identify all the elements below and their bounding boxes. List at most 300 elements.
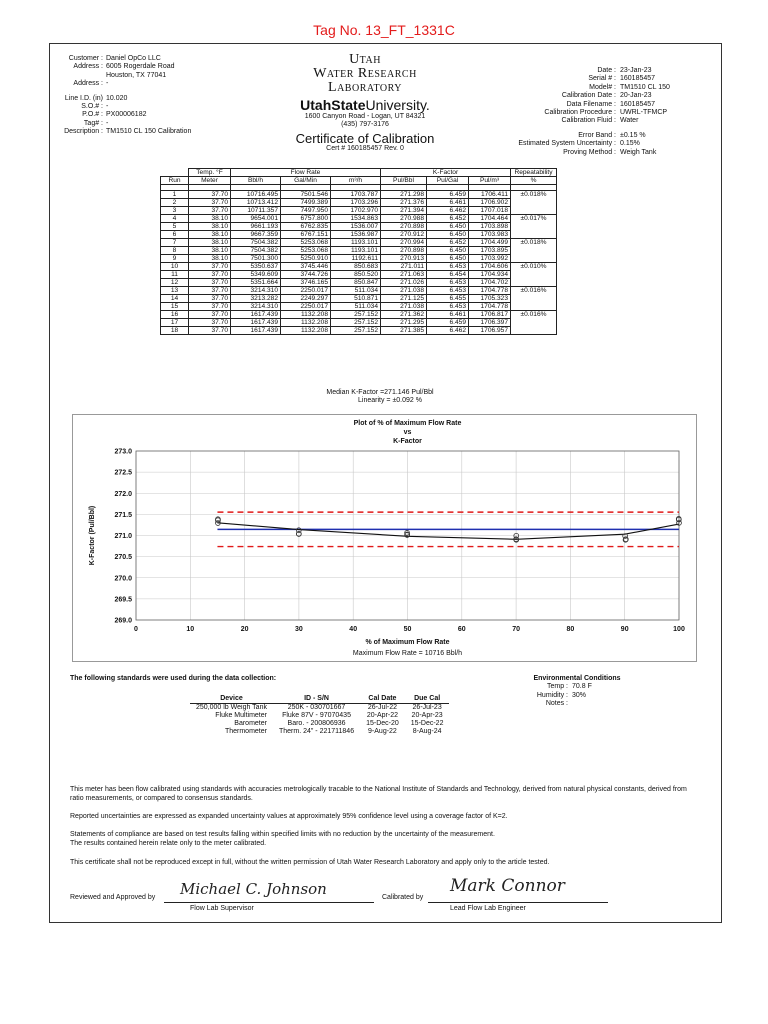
- lab-header: [270, 53, 460, 153]
- meter-field-value: 20-Jan-23: [620, 92, 652, 100]
- customer-field-value: -: [106, 103, 109, 111]
- customer-field-row: [60, 120, 191, 128]
- table-cell: 850.520: [331, 271, 381, 279]
- x-tick-label: 40: [349, 626, 358, 633]
- x-tick-label: 0: [134, 626, 138, 633]
- table-cell: 8: [161, 247, 189, 255]
- table-cell: 37.70: [189, 191, 231, 199]
- standards-cell: 250,000 lb Weigh Tank: [196, 704, 267, 711]
- table-cell: 5253.068: [281, 239, 331, 247]
- y-axis-label: K-Factor (Pul/Bbl): [89, 505, 96, 566]
- table-cell: 6.452: [427, 239, 469, 247]
- table-cell: 1702.970: [331, 207, 381, 215]
- table-cell: 7501.300: [231, 255, 281, 263]
- uncertainty-statement: Reported uncertainties are expressed as expanded uncertainty values at approximately 95% confidence level using a coverage factor of K=2.: [70, 813, 508, 820]
- standards-cell: 8-Aug-24: [412, 728, 442, 735]
- table-cell: 37.70: [189, 295, 231, 303]
- reviewed-title: Flow Lab Supervisor: [190, 905, 254, 912]
- table-cell: 1617.439: [231, 327, 281, 335]
- table-cell: 6762.835: [281, 223, 331, 231]
- table-cell: 510.871: [331, 295, 381, 303]
- meter-field-value: 160185457: [620, 100, 656, 108]
- meter-field-label: Serial # :: [588, 75, 616, 83]
- table-cell: 270.913: [381, 255, 427, 263]
- table-cell: 271.298: [381, 191, 427, 199]
- table-row: [161, 247, 557, 255]
- table-cell: 3213.282: [231, 295, 281, 303]
- chart-title-vs: vs: [403, 429, 412, 436]
- university-logo: [270, 97, 460, 113]
- table-cell: 1536.987: [331, 231, 381, 239]
- table-cell: 5349.609: [231, 271, 281, 279]
- standards-cell: Fluke 87V - 97070435: [282, 712, 351, 719]
- y-tick-label: 273.0: [114, 448, 132, 456]
- customer-field-label: Customer :: [68, 55, 103, 62]
- blank-header: [161, 169, 189, 177]
- col-run: Run: [161, 177, 189, 185]
- table-cell: 2: [161, 199, 189, 207]
- table-cell: 10713.412: [231, 199, 281, 207]
- table-cell: 271.063: [381, 271, 427, 279]
- table-cell: 271.295: [381, 319, 427, 327]
- table-cell: 5250.910: [281, 255, 331, 263]
- table-cell: 6.454: [427, 271, 469, 279]
- y-tick-label: 271.5: [114, 511, 132, 519]
- usu-normal: University.: [365, 97, 430, 113]
- repeatability-cell: ±0.017%: [511, 215, 557, 239]
- table-cell: 270.898: [381, 223, 427, 231]
- table-cell: 9661.193: [231, 223, 281, 231]
- temp-value: 70.8 F: [572, 683, 592, 691]
- table-cell: 6.455: [427, 295, 469, 303]
- customer-field-value: 10.020: [106, 94, 128, 102]
- lab-name-line1: Utah: [349, 52, 381, 67]
- table-cell: 38.10: [189, 239, 231, 247]
- x-tick-label: 90: [620, 626, 629, 633]
- customer-field-row: [60, 95, 191, 103]
- col-repeat-pct: %: [511, 177, 557, 185]
- flow-rate-group-header: Flow Rate: [231, 169, 381, 177]
- table-cell: 11: [161, 271, 189, 279]
- meter-field-value: 160185457: [620, 75, 656, 83]
- certificate-title: Certificate of Calibration: [295, 130, 435, 146]
- table-row: [161, 319, 557, 327]
- chart-title: Plot of % of Maximum Flow Rate: [353, 420, 462, 427]
- customer-field-value: -: [106, 119, 109, 127]
- col-pul-gal: Pul/Gal: [427, 177, 469, 185]
- table-cell: 7501.546: [281, 191, 331, 199]
- table-row: [161, 207, 557, 215]
- table-cell: 271.362: [381, 311, 427, 319]
- table-cell: 18: [161, 327, 189, 335]
- table-cell: 6.462: [427, 327, 469, 335]
- humidity-value: 30%: [572, 691, 587, 699]
- meter-field-value: TM1510 CL 150: [620, 83, 670, 91]
- table-cell: 2249.297: [281, 295, 331, 303]
- table-row: [161, 191, 557, 199]
- table-row: [161, 271, 557, 279]
- temp-label: Temp :: [546, 683, 568, 691]
- x-tick-label: 10: [186, 626, 195, 633]
- table-cell: 1706.817: [469, 311, 511, 319]
- table-cell: 15: [161, 303, 189, 311]
- repeatability-cell: ±0.018%: [511, 191, 557, 215]
- table-row: [161, 223, 557, 231]
- table-cell: 1703.983: [469, 231, 511, 239]
- calibrated-title: Lead Flow Lab Engineer: [450, 905, 526, 912]
- table-cell: 6757.800: [281, 215, 331, 223]
- table-cell: 9: [161, 255, 189, 263]
- table-cell: 1: [161, 191, 189, 199]
- standards-header: Cal Date: [360, 694, 405, 704]
- table-cell: 1706.411: [469, 191, 511, 199]
- table-row: [161, 263, 557, 271]
- meter-field-row: [510, 92, 670, 100]
- meter-field-label: Calibration Procedure :: [544, 109, 616, 117]
- kfactor-chart: [72, 414, 697, 662]
- table-cell: 270.988: [381, 215, 427, 223]
- table-row: [161, 215, 557, 223]
- table-cell: 1705.323: [469, 295, 511, 303]
- table-cell: 1706.397: [469, 319, 511, 327]
- table-cell: 6.450: [427, 231, 469, 239]
- customer-field-value: Houston, TX 77041: [106, 71, 167, 79]
- table-cell: 7504.382: [231, 239, 281, 247]
- customer-field-row: [60, 111, 191, 119]
- standards-table: [190, 694, 449, 736]
- table-cell: 5253.068: [281, 247, 331, 255]
- table-cell: 5: [161, 223, 189, 231]
- table-cell: 3745.446: [281, 263, 331, 271]
- meter-field-row: [510, 84, 670, 92]
- calibrated-signature-line: [428, 902, 608, 903]
- table-cell: 1706.902: [469, 199, 511, 207]
- x-tick-label: 100: [673, 626, 685, 633]
- table-cell: 271.125: [381, 295, 427, 303]
- table-row: [161, 295, 557, 303]
- reviewed-signature-line: [164, 902, 374, 903]
- standards-row: [190, 704, 449, 713]
- standards-cell: 20-Apr-23: [411, 712, 443, 719]
- customer-field-label: Tag# :: [83, 119, 103, 127]
- table-cell: 38.10: [189, 215, 231, 223]
- table-cell: 16: [161, 311, 189, 319]
- lab-name-line2: Water Research: [313, 66, 417, 81]
- table-row: [161, 287, 557, 295]
- usu-bold: UtahState: [300, 97, 366, 113]
- table-cell: 1707.018: [469, 207, 511, 215]
- standards-cell: 15-Dec-20: [366, 720, 399, 727]
- standards-row: [190, 728, 449, 736]
- env-title: Environmental Conditions: [533, 675, 621, 682]
- meter-field-row: [510, 140, 670, 148]
- standards-cell: Barometer: [234, 720, 267, 727]
- table-cell: 1132.208: [281, 327, 331, 335]
- customer-field-row: [60, 80, 191, 88]
- standards-cell: 20-Apr-22: [366, 712, 398, 719]
- table-cell: 5351.664: [231, 279, 281, 287]
- meter-field-value: Weigh Tank: [620, 148, 657, 156]
- y-tick-label: 269.0: [114, 617, 132, 625]
- customer-field-label: Line I.D. (in): [64, 94, 103, 102]
- col-gal-min: Gal/Min: [281, 177, 331, 185]
- table-cell: 1617.439: [231, 319, 281, 327]
- reviewed-label: Reviewed and Approved by: [70, 894, 156, 901]
- col-m3-h: m³/h: [331, 177, 381, 185]
- linearity: Linearity = ±0.092 %: [358, 397, 422, 405]
- table-row: [161, 239, 557, 247]
- compliance-statement: Statements of compliance are based on test results falling within specified limits with no reduction by the uncertainty of the measurement.: [70, 831, 495, 838]
- temp-group-header: Temp. °F: [189, 169, 231, 177]
- cert-number: Cert # 160185457 Rev. 0: [326, 144, 404, 152]
- customer-field-value: 6005 Rogerdale Road: [106, 63, 175, 71]
- customer-field-row: [60, 103, 191, 111]
- table-cell: 6.453: [427, 279, 469, 287]
- meter-field-row: [510, 75, 670, 83]
- standards-header: ID - S/N: [273, 694, 360, 704]
- standards-row: [190, 720, 449, 728]
- table-cell: 1704.702: [469, 279, 511, 287]
- meter-field-row: [510, 109, 670, 117]
- standards-cell: Therm. 24" - 221711846: [278, 728, 355, 735]
- table-cell: 1132.208: [281, 319, 331, 327]
- customer-field-label: Address :: [73, 80, 103, 88]
- table-row: [161, 199, 557, 207]
- meter-field-label: Error Band :: [578, 131, 616, 139]
- y-tick-label: 269.5: [114, 596, 132, 604]
- standards-cell: 26-Jul-22: [367, 704, 398, 711]
- standards-row: [190, 712, 449, 720]
- table-cell: 14: [161, 295, 189, 303]
- table-cell: 3214.310: [231, 303, 281, 311]
- standards-cell: Thermometer: [224, 728, 267, 735]
- table-cell: 271.026: [381, 279, 427, 287]
- table-cell: 6.453: [427, 287, 469, 295]
- meter-field-value: 0.15%: [620, 140, 640, 148]
- x-axis-sublabel: Maximum Flow Rate = 10716 Bbl/h: [352, 650, 463, 657]
- table-cell: 6767.151: [281, 231, 331, 239]
- table-cell: 6.453: [427, 263, 469, 271]
- table-cell: 37.70: [189, 287, 231, 295]
- table-cell: 6.461: [427, 199, 469, 207]
- summary: [326, 389, 450, 406]
- standards-cell: Fluke Multimeter: [215, 712, 267, 719]
- meter-field-label: Calibration Fluid :: [561, 117, 616, 125]
- table-cell: 38.10: [189, 255, 231, 263]
- table-cell: 9654.001: [231, 215, 281, 223]
- table-cell: 37.70: [189, 311, 231, 319]
- table-cell: 257.152: [331, 327, 381, 335]
- table-cell: 6: [161, 231, 189, 239]
- table-cell: 37.70: [189, 263, 231, 271]
- customer-field-label: Description :: [64, 128, 103, 136]
- meter-field-value: UWRL-TFMCP: [620, 109, 668, 117]
- y-tick-label: 271.0: [114, 533, 132, 540]
- reviewed-signature: Michael C. Johnson: [180, 880, 327, 898]
- meter-field-row: [510, 67, 670, 75]
- calibrated-signature: Mark Connor: [450, 876, 565, 896]
- customer-field-label: S.O.# :: [81, 103, 103, 111]
- table-cell: 3: [161, 207, 189, 215]
- customer-field-row: [60, 55, 191, 63]
- table-cell: 850.683: [331, 263, 381, 271]
- repeatability-cell: ±0.010%: [511, 263, 557, 287]
- standards-header: Device: [190, 694, 273, 704]
- table-cell: 4: [161, 215, 189, 223]
- tag-number: Tag No. 13_FT_1331C: [313, 22, 455, 38]
- table-cell: 271.038: [381, 303, 427, 311]
- table-cell: 3746.165: [281, 279, 331, 287]
- table-cell: 1536.007: [331, 223, 381, 231]
- customer-field-value: PX00006182: [106, 111, 147, 119]
- table-cell: 7497.950: [281, 207, 331, 215]
- fit-curve: [217, 523, 679, 540]
- table-cell: 1703.296: [331, 199, 381, 207]
- customer-field-label: P.O.# :: [82, 111, 103, 119]
- table-cell: 271.038: [381, 287, 427, 295]
- table-cell: 257.152: [331, 311, 381, 319]
- table-cell: 6.450: [427, 247, 469, 255]
- meter-field-label: Calibration Date :: [561, 92, 616, 100]
- repeatability-cell: ±0.018%: [511, 239, 557, 263]
- customer-field-row: [60, 63, 191, 71]
- meter-field-value: 23-Jan-23: [620, 67, 652, 74]
- meter-info: [510, 67, 670, 157]
- meter-field-value: ±0.15 %: [620, 131, 646, 139]
- table-cell: 1704.778: [469, 287, 511, 295]
- repeatability-cell: ±0.016%: [511, 287, 557, 311]
- y-tick-label: 270.5: [114, 554, 132, 562]
- table-cell: 6.462: [427, 207, 469, 215]
- table-cell: 850.847: [331, 279, 381, 287]
- lab-name-line3: Laboratory: [328, 80, 402, 95]
- customer-field-row: [60, 128, 191, 136]
- standards-cell: 26-Jul-23: [412, 704, 442, 711]
- table-cell: 1704.499: [469, 239, 511, 247]
- environment: [527, 675, 627, 709]
- table-cell: 37.70: [189, 207, 231, 215]
- notes-label: Notes :: [545, 700, 568, 708]
- meter-field-row: [510, 149, 670, 157]
- table-cell: 1703.787: [331, 191, 381, 199]
- table-cell: 13: [161, 287, 189, 295]
- traceability-statement: This meter has been flow calibrated using standards with accuracies metrologically tracable to the National Institute of Standards and Technology, derived from natural physical constants, derived from ratio measurements, or compared to consensus standards.: [70, 786, 687, 802]
- table-cell: 1704.606: [469, 263, 511, 271]
- table-cell: 10: [161, 263, 189, 271]
- table-cell: 37.70: [189, 271, 231, 279]
- table-row: [161, 279, 557, 287]
- table-cell: 38.10: [189, 231, 231, 239]
- lab-address: 1600 Canyon Road - Logan, UT 84321: [304, 113, 426, 120]
- table-cell: 10716.495: [231, 191, 281, 199]
- y-tick-label: 270.0: [114, 575, 132, 583]
- meter-field-label: Estimated System Uncertainty :: [518, 140, 616, 148]
- table-cell: 37.70: [189, 319, 231, 327]
- table-cell: 7499.389: [281, 199, 331, 207]
- customer-info: [60, 55, 191, 137]
- table-cell: 1192.611: [331, 255, 381, 263]
- customer-field-row: [60, 72, 191, 80]
- table-cell: 1132.208: [281, 311, 331, 319]
- table-cell: 511.034: [331, 303, 381, 311]
- table-cell: 2250.017: [281, 287, 331, 295]
- meter-field-row: [510, 132, 670, 140]
- reproduction-statement: This certificate shall not be reproduced except in full, without the written permission of Utah Water Research Laboratory and apply only to the article tested.: [70, 859, 550, 866]
- col-pul-bbl: Pul/Bbl: [381, 177, 427, 185]
- meter-field-label: Model# :: [589, 83, 616, 91]
- meter-field-row: [510, 117, 670, 125]
- table-cell: 3214.310: [231, 287, 281, 295]
- col-pul-m3: Pul/m³: [469, 177, 511, 185]
- table-cell: 6.459: [427, 319, 469, 327]
- table-cell: 6.450: [427, 223, 469, 231]
- standards-title: The following standards were used during the data collection:: [70, 675, 277, 682]
- table-cell: 37.70: [189, 199, 231, 207]
- table-cell: 6.452: [427, 215, 469, 223]
- x-tick-label: 30: [295, 626, 303, 633]
- table-cell: 270.912: [381, 231, 427, 239]
- table-cell: 12: [161, 279, 189, 287]
- table-cell: 1703.898: [469, 223, 511, 231]
- table-cell: 1704.778: [469, 303, 511, 311]
- table-row: [161, 327, 557, 335]
- meter-field-value: Water: [620, 117, 639, 125]
- table-row: [161, 255, 557, 263]
- customer-field-value: Daniel OpCo LLC: [106, 55, 161, 62]
- repeatability-cell: ±0.016%: [511, 311, 557, 335]
- standards-header: Due Cal: [405, 694, 450, 704]
- table-cell: 1534.863: [331, 215, 381, 223]
- table-cell: 1704.934: [469, 271, 511, 279]
- table-cell: 257.152: [331, 319, 381, 327]
- table-cell: 270.994: [381, 239, 427, 247]
- table-cell: 511.034: [331, 287, 381, 295]
- table-cell: 7504.382: [231, 247, 281, 255]
- meter-field-label: Data Filename :: [566, 100, 616, 108]
- table-cell: 1193.101: [331, 247, 381, 255]
- customer-field-value: -: [106, 80, 109, 88]
- meter-field-row: [510, 101, 670, 109]
- col-meter: Meter: [189, 177, 231, 185]
- table-cell: 6.459: [427, 191, 469, 199]
- table-row: [161, 231, 557, 239]
- x-tick-label: 80: [566, 626, 575, 633]
- lab-phone: (435) 797-3176: [341, 121, 389, 129]
- median-kfactor: Median K-Factor =271.146 Pul/Bbl: [326, 389, 434, 396]
- standards-cell: Baro. - 200806936: [287, 720, 346, 727]
- table-row: [161, 303, 557, 311]
- repeatability-group-header: Repeatability: [511, 169, 557, 177]
- table-cell: 1704.464: [469, 215, 511, 223]
- x-tick-label: 70: [512, 626, 520, 633]
- standards-cell: 9-Aug-22: [368, 728, 397, 735]
- table-row: [161, 311, 557, 319]
- table-cell: 7: [161, 239, 189, 247]
- table-cell: 38.10: [189, 223, 231, 231]
- standards-cell: 15-Dec-22: [410, 720, 444, 727]
- table-cell: 271.376: [381, 199, 427, 207]
- y-tick-label: 272.0: [114, 490, 132, 498]
- table-cell: 6.453: [427, 303, 469, 311]
- table-cell: 2250.017: [281, 303, 331, 311]
- humidity-label: Humidity :: [536, 691, 568, 699]
- table-cell: 271.385: [381, 327, 427, 335]
- table-cell: 6.461: [427, 311, 469, 319]
- table-cell: 37.70: [189, 303, 231, 311]
- table-cell: 1706.957: [469, 327, 511, 335]
- k-factor-group-header: K-Factor: [381, 169, 511, 177]
- table-cell: 271.394: [381, 207, 427, 215]
